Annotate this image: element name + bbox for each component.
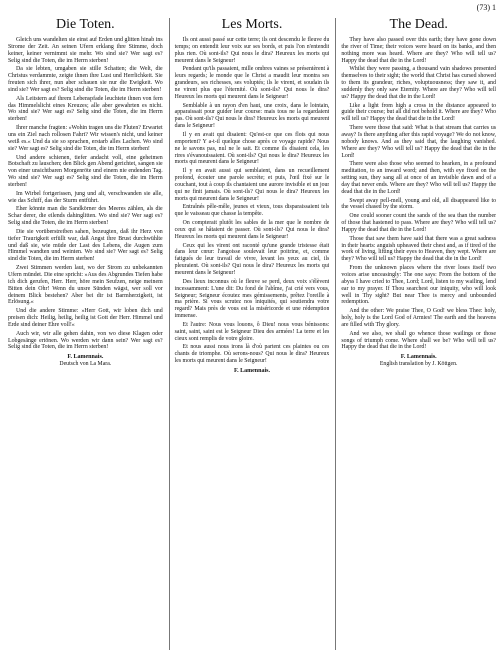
paragraph: Als Leitstern auf ihrem Lebenspfade leuchtete ihnen von fern das Himmelslicht eines Kreuzes; alle aber gewahrten es nicht. Wo sind sie? Wer sagt es? Selig sind die Toten, die im Herrn sterben!: [8, 95, 163, 123]
signature-english: F. Lamennais.: [400, 354, 437, 361]
title-english: The Dead.: [389, 18, 448, 32]
signature-french: F. Lamennais.: [234, 367, 270, 374]
paragraph: They have also passed over this earth; they have gone down the river of Time; their voices were heard on its banks, and then nothing more was heard. Where are they? Who will tell us? Happy the dead that die in the Lord!: [341, 37, 497, 64]
column-german: [8, 18, 163, 650]
page-number: (73) 1: [476, 3, 496, 12]
paragraph: One could sooner count the sands of the sea than the number of those that hastened to pass. Where are they? Who will tell us? Happy the dead that die in the Lord!: [341, 213, 497, 233]
paragraph: Il y en avait aussi qui semblaient, dans un recueillement profond, écouter une parole secrète; et puis, l'œil fixé sur le couchant, tout à coup ils chantaient une aurore invisible et un jour qui ne finit jamais. Où sont-ils? Qui nous le dira? Heureux les morts qui meurent dans le Seigneur!: [174, 168, 330, 202]
paragraph: Like a light from high a cross in the distance appeared to guide their course; but all did not behold it. Where are they? Who will tell us? Happy the dead that die in the Lord!: [341, 102, 497, 123]
paragraph: And the other: We praise Thee, O God! we bless Thee: holy, holy, holy is the Lord God of Armies! The earth and the heavens are filled with Thy glory.: [341, 308, 497, 328]
paragraph: Eher könnte man die Sandkörner des Meeres zählen, als die Schar derer, die eilends dahinglitten. Wo sind sie? Wer sagt es? Selig sind die Toten, die im Herrn sterben!: [8, 206, 163, 227]
paragraph: Semblable à un rayon d'en haut, une croix, dans le lointain, apparaissait pour guider leur course: mais tous ne la regardaient pas. Où sont-ils? Qui nous le dira? Heureux les morts qui meurent dans le Seigneur!: [174, 102, 330, 130]
paragraph: Da sie lebten, umgaben sie stille Schatten; die Welt, die Christus verdammte, zeigte ihnen ihre Lust und Herrlichkeit. Sie freuten sich ihrer, nun aber schauen sie nur die Ewigkeit. Wo sind sie? Wer sagt es? Selig sind die Toten, die im Herrn sterben!: [8, 66, 163, 93]
paragraph: Zwei Stimmen werden laut, wo der Strom zu unbekannten Ufern mündet. Die eine spricht: »Aus des Abgrundes Tiefen habe ich dich gerufen, Herr. Herr, höre mein Seufzen, neige meinem Bitten dein Ohr! Wenn du unsre Sünden wägst, wer soll vor deinem Blick bestehen? Aber bei dir ist Barmherzigkeit, ist Erlösung.«: [8, 265, 163, 306]
title-french: Les Morts.: [221, 18, 283, 32]
paragraph: Die sie vorüberstreiben sahen, bezeugten, daß ihr Herz von tiefer Traurigkeit erfüllt war, daß Angst ihre Brust durchwühlte und daß sie, wie müde der Last des Lebens, die Augen zum Himmel wandten und weinten. Wo sind sie? Wer sagt es? Selig sind die Toten, die im Herrn sterben!: [8, 228, 163, 263]
paragraph: Entraînés pêle-mêle, jeunes et vieux, tous disparaissaient tels que le vaisseau que chasse la tempête.: [174, 204, 330, 218]
paragraph: Et l'autre: Nous vous louons, ô Dieu! nous vous bénissons: saint, saint, saint est le Seigneur Dieu des armées! La terre et les cieux sont remplis de votre gloire.: [174, 321, 330, 342]
title-german: Die Toten.: [56, 18, 115, 32]
paragraph: There were also those who seemed to hearken, in a profound meditation, to an inward word; and then, with eye fixed on the setting sun, they sang all at once of an invisible dawn and of a day that never ends. Where are they? Who will tell us? Happy the dead that die in the Lord!: [341, 161, 497, 195]
paragraph: Ceux qui les virent ont raconté qu'une grande tristesse était dans leur cœur: l'angoisse soulevait leur poitrine, et, comme fatigués de leur travail de vivre, levant les yeux au ciel, ils pleuraient. Où sont-ils? Qui nous le dira? Heureux les morts qui meurent dans le Seigneur!: [174, 242, 330, 276]
translator-german: Deutsch von La Mara.: [59, 361, 112, 368]
paragraph: Whilst they were passing, a thousand vain shadows presented themselves to their sight; the world that Christ has cursed showed to them its grandeur, riches, voluptuousness; they saw it, and suddenly they only saw Eternity. Where are they? Who will tell us? Happy the dead that die in the Lord!: [341, 66, 497, 100]
column-french: [169, 18, 330, 650]
paragraph: From the unknown places where the river loses itself two voices arise unceasingly: The one says: From the bottom of the abyss I have cried to Thee, Lord; Lord, listen to my wailing, lend ear to my prayer. If Thou searchest our iniquity, who will look well in Thy sight? But near Thee is mercy and unbounded redemption.: [341, 265, 497, 306]
paragraph: Des lieux inconnus où le fleuve se perd, deux voix s'élèvent incessamment: L'une dit: Du fond de l'abîme, j'ai crié vers vous, Seigneur; Seigneur écoutez mes gémissements, prêtez l'oreille à ma prière. Si vous scrutez nos iniquités, qui soutiendra votre regard? Mais près de vous est la miséricorde et une rédemption immense.: [174, 278, 330, 320]
paragraph: Auch wir, wir alle gehen dahin, von wo diese Klagen oder Lobgesänge ertönen. Wo werden wir dann sein? Wer sagt es? Selig sind die Toten, die im Herrn sterben!: [8, 330, 163, 351]
paragraph: Those that saw them have said that there was a great sadness in their hearts: anguish upheaved their chest and, as if tired of the work of living, lifting their eyes to Heaven, they wept. Where are they? Who will tell us? Happy the dead that die in the Lord!: [341, 235, 497, 263]
paragraph: Und andere schienen, tiefer andacht voll, eine geheimen Botschaft zu lauschen; den Blick gen Abend gerichtet, sangen sie von einer unsichtbaren Morgenröte und einem nie endenden Tag. Wo sind sie? Wer sagt es? Selig sind die Toten, die im Herrn sterben!: [8, 154, 163, 188]
paragraph: Und die andere Stimme: »Herr Gott, wir loben dich und preisen dich: Heilig, heilig, heilig ist Gott der Herr. Himmel und Erde sind deiner Ehre voll!«: [8, 308, 163, 328]
paragraph: Ils ont aussi passé sur cette terre; ils ont descendu le fleuve du temps; on entendit leur voix sur ses bords, et puis l'on n'entendit plus rien. Où sont-ils? Qui nous le dira? Heureux les morts qui meurent dans le Seigneur!: [174, 37, 330, 64]
paragraph: There were those that said: What is that stream that carries us away? Is there anything after this rapid voyage? We do not know, nobody knows. And as they said that, the laughing vanished. Where are they? Who will tell us? Happy the dead that die in the Lord!: [341, 125, 497, 159]
paragraph: Im Wirbel fortgerissen, jung und alt, verschwanden sie alle, wie das Schiff, das der Sturm entführt.: [8, 190, 163, 204]
paragraph: Et nous aussi nous irons là d'où partent ces plaintes ou ces chants de triomphe. Où serons-nous? Qui nous le dira? Heureux les morts qui meurent dans le Seigneur!: [174, 344, 330, 365]
signature-german: F. Lamennais.: [67, 354, 104, 361]
translator-english: English translation by J. Köttgen.: [379, 361, 458, 368]
paragraph: On compterait plutôt les sables de la mer que le nombre de ceux qui se hâtaient de passer. Où sont-ils? Qui nous le dira? Heureux les morts qui meurent dans le Seigneur!: [174, 220, 330, 240]
columns: [8, 18, 496, 650]
paragraph: Swept away pell-mell, young and old, all disappeared like to the vessel chased by the storm.: [341, 197, 497, 211]
paragraph: Ihrer manche fragten: »Wohin tragen uns die Fluten? Erwartet uns ein Ziel nach rollosen Fahrt? Wir wissen's nicht, und keiner weiß es.« Und da sie so sprachen, erstarb alles Lachen. Wo sind sie? Wer sagt es? Selig sind die Toten, die im Herrn sterben!: [8, 125, 163, 152]
column-english: [335, 18, 496, 650]
paragraph: And we also, we shall go whence those wailings or those songs of triumph come. Where shall we be? Who will tell us? Happy the dead that die in the Lord!: [341, 330, 497, 351]
paragraph: Il y en avait qui disaient: Qu'est-ce que ces flots qui nous emportent? Y a-t-il quelque chose après ce voyage rapide? Nous ne le savons pas, nul ne le sait. Et comme ils disaient cela, les rires s'évanouissaient. Où sont-ils? Qui nous le dira? Heureux les morts qui meurent dans le Seigneur!: [174, 131, 330, 166]
paragraph: Gleich uns wandelten sie einst auf Erden und glitten hinab ins Strome der Zeit. An seinen Ufern erklang ihre Stimme, doch keiner, keiner vernimmt sie mehr. Wo sind sie? Wer sagt es? Selig sind die Toten, die im Herrn sterben!: [8, 37, 163, 64]
paragraph: Pendant qu'ils passaient, mille ombres vaines se présentèrent à leurs regards; le monde que le Christ a maudit leur montra ses grandeurs, ses richesses, ses voluptés; ils le virent, et soudain ils ne virent plus que l'éternité. Où sont-ils? Qui nous le dira? Heureux les morts qui meurent dans le Seigneur!: [174, 66, 330, 100]
